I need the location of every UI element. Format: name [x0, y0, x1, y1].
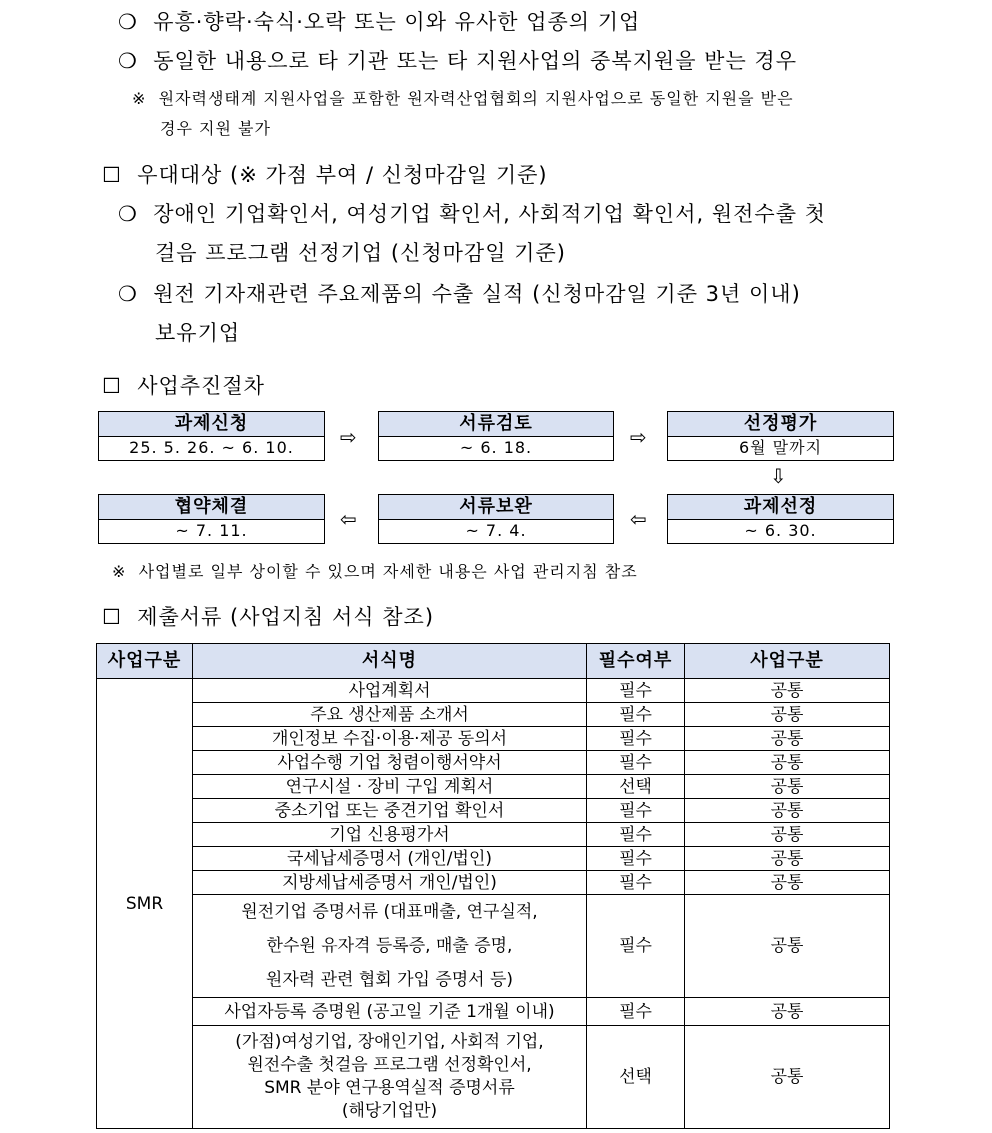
- document-name: 기업 신용평가서: [193, 823, 587, 847]
- checkbox-square-icon: ☐: [102, 374, 122, 398]
- exclusion-item-2: ❍ 동일한 내용으로 타 기관 또는 타 지원사업의 중복지원을 받는 경우: [118, 49, 797, 73]
- document-name: 사업수행 기업 청렴이행서약서: [193, 751, 587, 775]
- document-name: 지방세납세증명서 개인/법인): [193, 871, 587, 895]
- type-cell: 공통: [685, 751, 890, 775]
- type-cell: 공통: [685, 998, 890, 1026]
- step-date: ~ 6. 30.: [744, 521, 817, 540]
- table-row: [97, 823, 890, 847]
- procedure-heading: ☐ 사업추진절차: [102, 374, 265, 398]
- column-header: 사업구분: [97, 644, 193, 679]
- checkbox-square-icon: ☐: [102, 163, 122, 187]
- exclusion-note-line2: 경우 지원 불가: [160, 119, 271, 138]
- step-title: 협약체결: [99, 495, 324, 520]
- table-row: [97, 775, 890, 799]
- type-cell: 공통: [685, 1026, 890, 1129]
- step-date: 25. 5. 26. ~ 6. 10.: [129, 438, 294, 457]
- required-cell: 필수: [587, 727, 685, 751]
- arrow-right-icon: ⇨: [630, 425, 647, 449]
- table-header-row: [97, 644, 890, 679]
- required-cell: 필수: [587, 847, 685, 871]
- type-cell: 공통: [685, 895, 890, 998]
- type-cell: 공통: [685, 823, 890, 847]
- required-cell: 필수: [587, 998, 685, 1026]
- group-cell: SMR: [97, 679, 193, 1129]
- preference-item-2-line2: 보유기업: [155, 321, 241, 345]
- table-row: [97, 799, 890, 823]
- step-title: 과제신청: [99, 412, 324, 437]
- type-cell: 공통: [685, 847, 890, 871]
- arrow-down-icon: ⇩: [770, 464, 787, 488]
- circle-bullet-icon: ❍: [118, 202, 138, 226]
- circle-bullet-icon: ❍: [118, 10, 138, 34]
- type-cell: 공통: [685, 871, 890, 895]
- table-row: [97, 751, 890, 775]
- column-header: 사업구분: [685, 644, 890, 679]
- required-cell: 선택: [587, 775, 685, 799]
- document-name: (가점)여성기업, 장애인기업, 사회적 기업, 원전수출 첫걸음 프로그램 선정확인서, SMR 분야 연구용역실적 증명서류 (해당기업만): [193, 1026, 587, 1129]
- document-name: 개인정보 수집·이용·제공 동의서: [193, 727, 587, 751]
- column-header: 서식명: [193, 644, 587, 679]
- required-cell: 필수: [587, 703, 685, 727]
- required-cell: 필수: [587, 799, 685, 823]
- exclusion-item-1: ❍ 유흥·향락·숙식·오락 또는 이와 유사한 업종의 기업: [118, 10, 641, 34]
- step-box-review: [378, 411, 614, 461]
- table-row: [97, 727, 890, 751]
- type-cell: 공통: [685, 679, 890, 703]
- type-cell: 공통: [685, 799, 890, 823]
- step-box-apply: [98, 411, 325, 461]
- documents-table: [96, 643, 890, 1129]
- preference-heading: ☐ 우대대상 (※ 가점 부여 / 신청마감일 기준): [102, 163, 548, 187]
- step-title: 과제선정: [668, 495, 893, 520]
- document-name: 원전기업 증명서류 (대표매출, 연구실적, 한수원 유자격 등록증, 매출 증명, 원자력 관련 협회 가입 증명서 등): [193, 895, 587, 998]
- arrow-left-icon: ⇦: [340, 507, 357, 531]
- step-box-agreement: [98, 494, 325, 544]
- required-cell: 필수: [587, 895, 685, 998]
- step-date: ~ 6. 18.: [459, 438, 533, 457]
- table-row: [97, 895, 890, 998]
- required-cell: 필수: [587, 871, 685, 895]
- required-cell: 필수: [587, 679, 685, 703]
- required-cell: 필수: [587, 751, 685, 775]
- table-row: [97, 871, 890, 895]
- step-date: 6월 말까지: [738, 438, 823, 457]
- reference-mark-icon: ※: [112, 562, 127, 581]
- step-date: ~ 7. 11.: [175, 521, 248, 540]
- column-header: 필수여부: [587, 644, 685, 679]
- type-cell: 공통: [685, 703, 890, 727]
- table-row: [97, 703, 890, 727]
- arrow-left-icon: ⇦: [630, 507, 647, 531]
- document-name: 국세납세증명서 (개인/법인): [193, 847, 587, 871]
- document-name: 연구시설 · 장비 구입 계획서: [193, 775, 587, 799]
- reference-mark-icon: ※: [132, 89, 147, 108]
- type-cell: 공통: [685, 727, 890, 751]
- step-box-evaluation: [667, 411, 894, 461]
- document-name: 사업계획서: [193, 679, 587, 703]
- document-name: 중소기업 또는 중견기업 확인서: [193, 799, 587, 823]
- type-cell: 공통: [685, 775, 890, 799]
- step-box-selection: [667, 494, 894, 544]
- step-title: 서류검토: [379, 412, 613, 437]
- step-box-supplement: [378, 494, 614, 544]
- table-row: [97, 847, 890, 871]
- required-cell: 선택: [587, 1026, 685, 1129]
- arrow-right-icon: ⇨: [340, 425, 357, 449]
- exclusion-note: ※ 원자력생태계 지원사업을 포함한 원자력산업협회의 지원사업으로 동일한 지원을 받은: [132, 89, 794, 108]
- table-row: [97, 679, 890, 703]
- checkbox-square-icon: ☐: [102, 605, 122, 629]
- procedure-note: ※ 사업별로 일부 상이할 수 있으며 자세한 내용은 사업 관리지침 참조: [112, 562, 638, 581]
- circle-bullet-icon: ❍: [118, 49, 138, 73]
- document-name: 사업자등록 증명원 (공고일 기준 1개월 이내): [193, 998, 587, 1026]
- preference-item-1: ❍ 장애인 기업확인서, 여성기업 확인서, 사회적기업 확인서, 원전수출 첫: [118, 202, 826, 226]
- document-name: 주요 생산제품 소개서: [193, 703, 587, 727]
- table-row: [97, 1026, 890, 1129]
- step-title: 서류보완: [379, 495, 613, 520]
- required-cell: 필수: [587, 823, 685, 847]
- table-row: [97, 998, 890, 1026]
- circle-bullet-icon: ❍: [118, 282, 138, 306]
- step-title: 선정평가: [668, 412, 893, 437]
- preference-item-2: ❍ 원전 기자재관련 주요제품의 수출 실적 (신청마감일 기준 3년 이내): [118, 282, 801, 306]
- step-date: ~ 7. 4.: [465, 521, 527, 540]
- documents-heading: ☐ 제출서류 (사업지침 서식 참조): [102, 605, 435, 629]
- preference-item-1-line2: 걸음 프로그램 선정기업 (신청마감일 기준): [155, 241, 566, 265]
